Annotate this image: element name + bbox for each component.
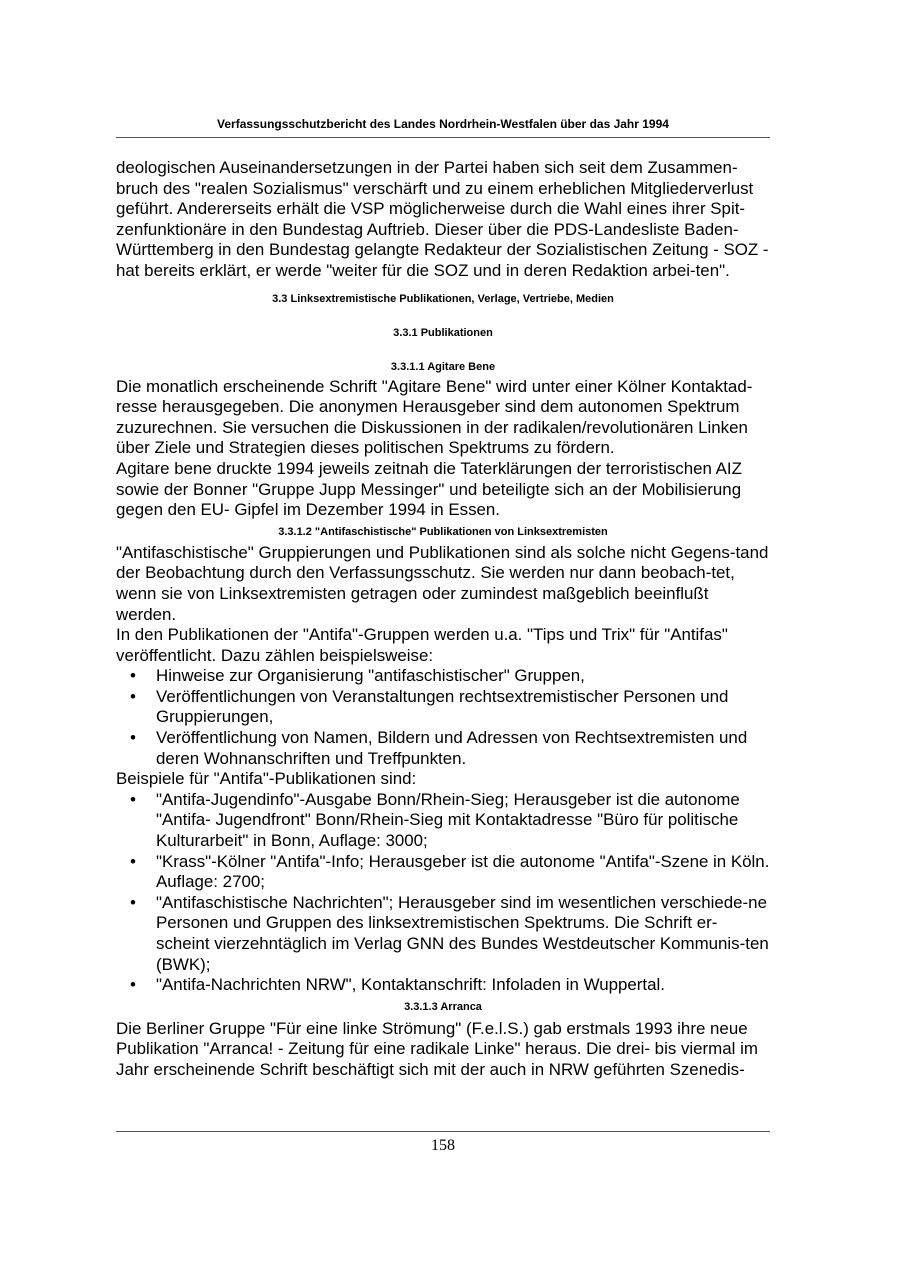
list-item-text: "Antifaschistische Nachrichten"; Herausgeber sind im wesentlichen verschiede-ne Personen und Gruppen des linksextremistischen Spektrums. Die Schrift er-scheint vierzehntäglich im Verlag GNN des Bundes Westdeutscher Kommunis-ten (BWK); [156,892,769,974]
section-heading-3-3-1-3: 3.3.1.3 Arranca [404,1000,482,1013]
list-item-text: "Antifa-Nachrichten NRW", Kontaktanschrift: Infoladen in Wuppertal. [156,975,665,995]
antifa-paragraph-2: In den Publikationen der "Antifa"-Gruppen werden u.a. "Tips und Trix" für "Antifas" veröffentlicht. Dazu zählen beispielsweise: [116,625,728,665]
antifa-publications-list [116,790,770,996]
list-item-text: Veröffentlichung von Namen, Bildern und Adressen von Rechtsextremisten und deren Wohnanschriften und Treffpunkten. [156,728,748,768]
bullet-icon: • [130,975,136,995]
running-header: Verfassungsschutzbericht des Landes Nordrhein-Westfalen über das Jahr 1994 [217,117,669,131]
bullet-icon: • [130,789,136,809]
list-item [116,975,770,996]
list-item-text: Veröffentlichungen von Veranstaltungen rechtsextremistischer Personen und Gruppierungen, [156,686,729,727]
section-heading-3-3-1-2: 3.3.1.2 "Antifaschistische" Publikationen von Linksextremisten [278,525,608,538]
agitare-paragraph-1: Die monatlich erscheinende Schrift "Agitare Bene" wird unter einer Kölner Kontaktad-resse herausgegeben. Die anonymen Herausgeber sind dem autonomen Spektrum zuzurechnen. Sie versuchen die Diskussionen in der radikalen/revolutionären Linken über Ziele und Strategien dieses politischen Spektrums zu fördern. [116,376,753,458]
list-item [116,790,770,852]
agitare-paragraph-2: Agitare bene druckte 1994 jeweils zeitnah die Taterklärungen der terroristischen AIZ sowie der Bonner "Gruppe Jupp Messinger" und beteiligte sich an der Mobilisierung gegen den EU- Gipfel im Dezember 1994 in Essen. [116,458,742,520]
bullet-icon: • [130,666,136,686]
bullet-icon: • [130,892,136,912]
section-heading-3-3-1-1: 3.3.1.1 Agitare Bene [390,360,496,373]
intro-paragraph: deologischen Auseinandersetzungen in der Partei haben sich seit dem Zusammen-bruch des "realen Sozialismus" verschärft und zu einem erheblichen Mitgliederverlust geführt. Andererseits erhält die VSP möglicherweise durch die Wahl eines ihrer Spit-zenfunktionäre in den Bundestag Auftrieb. Dieser über die PDS-Landesliste Baden-Württemberg in den Bundestag gelangte Redakteur der Sozialistischen Zeitung - SOZ - hat bereits erklärt, er werde "weiter für die SOZ und in deren Redaktion arbei-ten". [116,158,769,280]
arranca-paragraph-1: Die Berliner Gruppe "Für eine linke Strömung" (F.e.l.S.) gab erstmals 1993 ihre neue Publikation "Arranca! - Zeitung für eine radikale Linke" heraus. Die drei- bis viermal im Jahr erscheinende Schrift beschäftigt sich mit der auch in NRW geführten Szenedis- [116,1018,758,1079]
header-rule [116,137,770,138]
list-item [116,852,770,893]
footer-rule [116,1131,770,1132]
list-item [116,687,770,728]
list-item [116,728,770,769]
section-heading-3-3: 3.3 Linksextremistische Publikationen, Verlage, Vertriebe, Medien [272,292,614,305]
list-item [116,666,770,687]
bullet-icon: • [130,728,136,748]
bullet-icon: • [130,851,136,871]
bullet-icon: • [130,686,136,706]
list-item-text: "Krass"-Kölner "Antifa"-Info; Herausgeber ist die autonome "Antifa"-Szene in Köln. Auflage: 2700; [156,851,770,892]
list-item [116,893,770,975]
list-item-text: "Antifa-Jugendinfo"-Ausgabe Bonn/Rhein-Sieg; Herausgeber ist die autonome "Antifa- Jugendfront" Bonn/Rhein-Sieg mit Kontaktadresse "Büro für politische Kulturarbeit" in Bonn, Auflage: 3000; [156,789,740,851]
antifa-paragraph-3: Beispiele für "Antifa"-Publikationen sind: [116,769,417,789]
page-number: 158 [431,1137,455,1154]
list-item-text: Hinweise zur Organisierung "antifaschistischer" Gruppen, [156,666,585,686]
page-body [116,158,770,1081]
antifa-paragraph-1: "Antifaschistische" Gruppierungen und Publikationen sind als solche nicht Gegens-tand der Beobachtung durch den Verfassungsschutz. Sie werden nur dann beobach-tet, wenn sie von Linksextremisten getragen oder zumindest maßgeblich beeinflußt werden. [116,542,769,624]
antifa-tips-list [116,666,770,769]
section-heading-3-3-1: 3.3.1 Publikationen [393,326,493,339]
